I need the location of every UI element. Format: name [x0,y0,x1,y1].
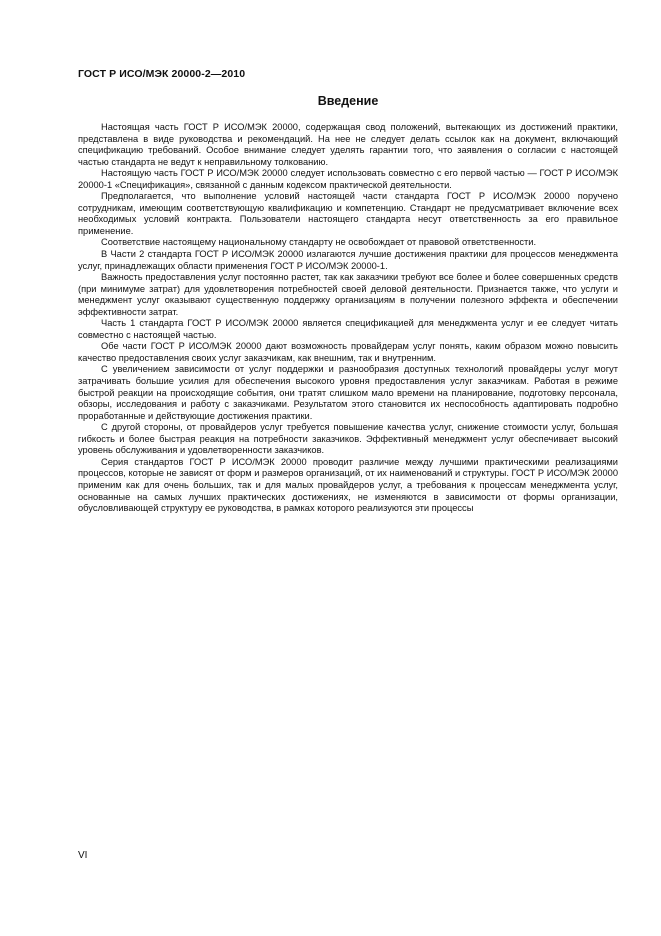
paragraph: Важность предоставления услуг постоянно растет, так как заказчики требуют все более и более совершенных средств (при минимуме затрат) для удовлетворения потребностей своей деловой деятельности. Признается также, что услуги и менеджмент услуг оказывают существенную поддержку организациям в получении полезного эффекта и обеспечении эффективности затрат. [78,272,618,317]
paragraph: Настоящая часть ГОСТ Р ИСО/МЭК 20000, содержащая свод положений, вытекающих из достижений практики, представлена в виде руководства и рекомендаций. На нее не следует делать ссылок как на документ, включающий спецификацию требований. Особое внимание следует уделять гарантии того, что заявления о согласии с настоящей частью стандарта не ведут к неправильному толкованию. [78,122,618,167]
paragraph: С другой стороны, от провайдеров услуг требуется повышение качества услуг, снижение стоимости услуг, большая гибкость и более быстрая реакция на потребности заказчиков. Эффективный менеджмент услуг обеспечивает высокий уровень обслуживания и удовлетворенности заказчиков. [78,422,618,456]
paragraph: Настоящую часть ГОСТ Р ИСО/МЭК 20000 следует использовать совместно с его первой частью — ГОСТ Р ИСО/МЭК 20000-1 «Спецификация», связанной с данным кодексом практической деятельности. [78,168,618,190]
paragraph: Соответствие настоящему национальному стандарту не освобождает от правовой ответственности. [101,237,537,248]
paragraph: Предполагается, что выполнение условий настоящей части стандарта ГОСТ Р ИСО/МЭК 20000 поручено сотрудникам, имеющим соответствующую квалификацию и компетенцию. Стандарт не предусматривает включение всех необходимых условий контракта. Пользователи настоящего стандарта несут ответственность за его правильное применение. [78,191,618,236]
paragraph: Обе части ГОСТ Р ИСО/МЭК 20000 дают возможность провайдерам услуг понять, каким образом можно повысить качество предоставления своих услуг заказчикам, как внешним, так и внутренним. [78,341,618,363]
body-text [78,122,618,515]
paragraph: Серия стандартов ГОСТ Р ИСО/МЭК 20000 проводит различие между лучшими практическими реализациями процессов, которые не зависят от форм и размеров организаций, от их наименований и структуры. ГОСТ Р ИСО/МЭК 20000 применим как для очень больших, так и для малых провайдеров услуг, а требования к процессам менеджмента услуг, основанные на самых лучших практических достижениях, не изменяются в зависимости от формы организации, обусловливающей структуру ее руководства, в рамках которого реализуются эти процессы [78,456,618,514]
paragraph: Часть 1 стандарта ГОСТ Р ИСО/МЭК 20000 является спецификацией для менеджмента услуг и ее следует читать совместно с настоящей частью. [78,318,618,340]
paragraph: С увеличением зависимости от услуг поддержки и разнообразия доступных технологий провайдеры услуг могут затрачивать большие усилия для обеспечения высокого уровня предоставления услуг заказчикам. Работая в режиме быстрой реакции на происходящие события, они тратят слишком мало времени на планирование, подготовку персонала, обзоры, исследования и работу с заказчиками. Результатом этого становится их неспособность адаптировать подробно проработанные и действующие достижения практики. [78,364,618,421]
section-title: Введение [317,94,379,108]
page-number: VI [78,850,88,861]
paragraph: В Части 2 стандарта ГОСТ Р ИСО/МЭК 20000 излагаются лучшие достижения практики для процессов менеджмента услуг, принадлежащих области применения ГОСТ Р ИСО/МЭК 20000-1. [78,249,618,271]
document-header: ГОСТ Р ИСО/МЭК 20000-2—2010 [78,68,246,80]
